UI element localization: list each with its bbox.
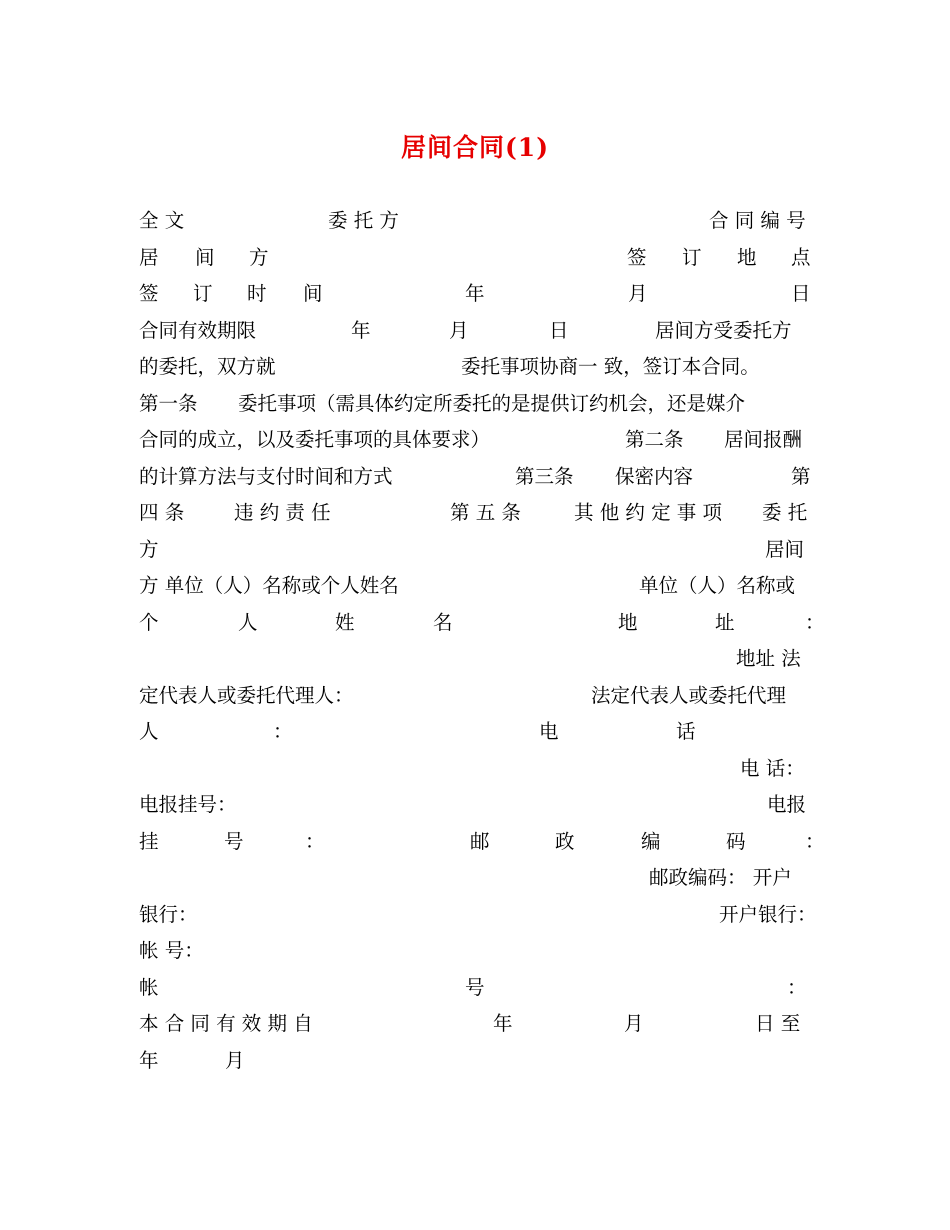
text-segment: 间: [195, 245, 215, 269]
text-line: [139, 1006, 811, 1043]
text-segment: 方: [249, 245, 269, 269]
text-segment: 委 托 方: [328, 209, 399, 232]
text-line: [139, 933, 811, 970]
text-segment: ：: [273, 720, 293, 743]
text-segment: 合同的成立，以及委托事项的具体要求）: [139, 428, 491, 451]
text-segment: 的计算方法与支付时间和方式: [139, 464, 393, 488]
text-line: [139, 824, 825, 861]
text-line: [139, 970, 811, 1007]
text-segment: 编: [641, 829, 661, 853]
text-segment: 挂: [139, 829, 159, 853]
text-segment: 月: [624, 1012, 644, 1035]
text-segment: 第: [791, 464, 811, 488]
text-segment: 订: [682, 245, 702, 269]
text-segment: 号: [224, 829, 244, 853]
text-line: [139, 276, 811, 313]
text-line: [139, 641, 811, 678]
text-line: [139, 495, 811, 532]
text-line: [139, 1043, 811, 1080]
text-segment: 委托事项协商一 致，签订本合同。: [461, 355, 760, 378]
text-segment: 年: [351, 318, 371, 342]
text-segment: 签: [139, 282, 159, 305]
text-segment: 全 文: [139, 209, 185, 232]
text-segment: 地: [618, 610, 638, 634]
text-segment: 话: [676, 720, 696, 743]
text-segment: 码: [726, 829, 746, 853]
text-segment: 订: [193, 282, 213, 305]
text-segment: 政: [555, 829, 575, 853]
text-segment: 居: [139, 245, 159, 269]
text-segment: 保密内容: [615, 464, 694, 488]
text-segment: 法定代表人或委托代理: [591, 683, 787, 707]
text-line: [139, 678, 811, 715]
text-segment: 本 合 同 有 效 期 自: [139, 1012, 313, 1035]
text-line: [139, 714, 811, 751]
text-line: [139, 897, 817, 934]
text-line: [139, 605, 825, 642]
text-segment: 个: [139, 610, 159, 634]
text-segment: 地址 法: [736, 647, 801, 670]
text-segment: 签: [627, 245, 647, 269]
text-segment: 居间方受委托方: [655, 318, 792, 342]
text-segment: ：: [805, 610, 825, 634]
text-line: [139, 459, 811, 496]
text-segment: 第二条: [625, 428, 684, 451]
text-segment: 月: [225, 1048, 245, 1072]
text-segment: 人: [238, 610, 258, 634]
contract-body: [139, 203, 825, 1079]
text-segment: 年: [465, 282, 485, 305]
text-segment: ：: [787, 975, 807, 999]
text-segment: 第 五 条: [450, 501, 521, 524]
text-line: [139, 349, 811, 386]
text-segment: 月: [628, 282, 648, 305]
text-segment: 四 条: [139, 501, 185, 524]
text-line: [139, 313, 811, 350]
text-segment: 定代表人或委托代理人：: [139, 683, 354, 707]
text-segment: 邮政编码： 开户: [649, 866, 792, 889]
text-segment: 方: [139, 537, 159, 561]
text-line: [139, 386, 811, 423]
text-line: [139, 787, 811, 824]
text-segment: 点: [791, 245, 811, 269]
text-segment: 地: [737, 245, 757, 269]
text-segment: 年: [139, 1048, 159, 1072]
text-segment: 委 托: [762, 501, 808, 524]
text-segment: 日 至: [755, 1012, 801, 1035]
text-segment: 电 话：: [740, 756, 805, 780]
text-segment: ：: [305, 829, 325, 853]
text-line: [139, 751, 811, 788]
text-segment: 帐 号：: [139, 939, 204, 962]
text-segment: 人: [139, 720, 159, 743]
text-segment: 单位（人）名称或: [639, 574, 796, 597]
text-segment: ：: [805, 829, 825, 853]
text-segment: 址: [715, 610, 735, 634]
text-segment: 月: [449, 318, 469, 342]
text-segment: 居间: [765, 537, 805, 561]
text-segment: 开户银行：: [719, 902, 817, 926]
text-segment: 帐: [139, 975, 159, 999]
text-segment: 日: [791, 282, 811, 305]
text-segment: 号: [465, 975, 485, 999]
text-segment: 年: [493, 1012, 513, 1035]
text-line: [139, 532, 811, 569]
text-segment: 名: [433, 610, 453, 634]
text-line: [139, 860, 811, 897]
text-segment: 居间报酬: [724, 428, 803, 451]
text-line: [139, 203, 811, 240]
text-segment: 电报: [767, 793, 807, 816]
text-line: [139, 240, 811, 277]
text-segment: 委托事项（需具体约定所委托的是提供订约机会，还是媒介: [238, 391, 746, 415]
text-line: [139, 568, 811, 605]
text-segment: 方 单位（人）名称或个人姓名: [139, 574, 399, 597]
text-segment: 违 约 责 任: [234, 501, 331, 524]
text-segment: 银行：: [139, 902, 198, 926]
text-segment: 合同有效期限: [139, 318, 257, 342]
text-segment: 电: [539, 720, 559, 743]
text-segment: 日: [549, 318, 569, 342]
text-segment: 第一条: [139, 391, 198, 415]
text-segment: 第三条: [515, 464, 574, 488]
text-segment: 间: [303, 282, 323, 305]
text-segment: 的委托，双方就: [139, 355, 276, 378]
text-segment: 姓: [335, 610, 355, 634]
text-segment: 时: [247, 282, 267, 305]
text-segment: 电报挂号：: [139, 793, 237, 816]
text-line: [139, 422, 811, 459]
text-segment: 邮: [470, 829, 490, 853]
text-segment: 其 他 约 定 事 项: [574, 501, 722, 524]
text-segment: 合 同 编 号: [709, 209, 806, 232]
document-title: 居间合同(1): [400, 133, 550, 162]
